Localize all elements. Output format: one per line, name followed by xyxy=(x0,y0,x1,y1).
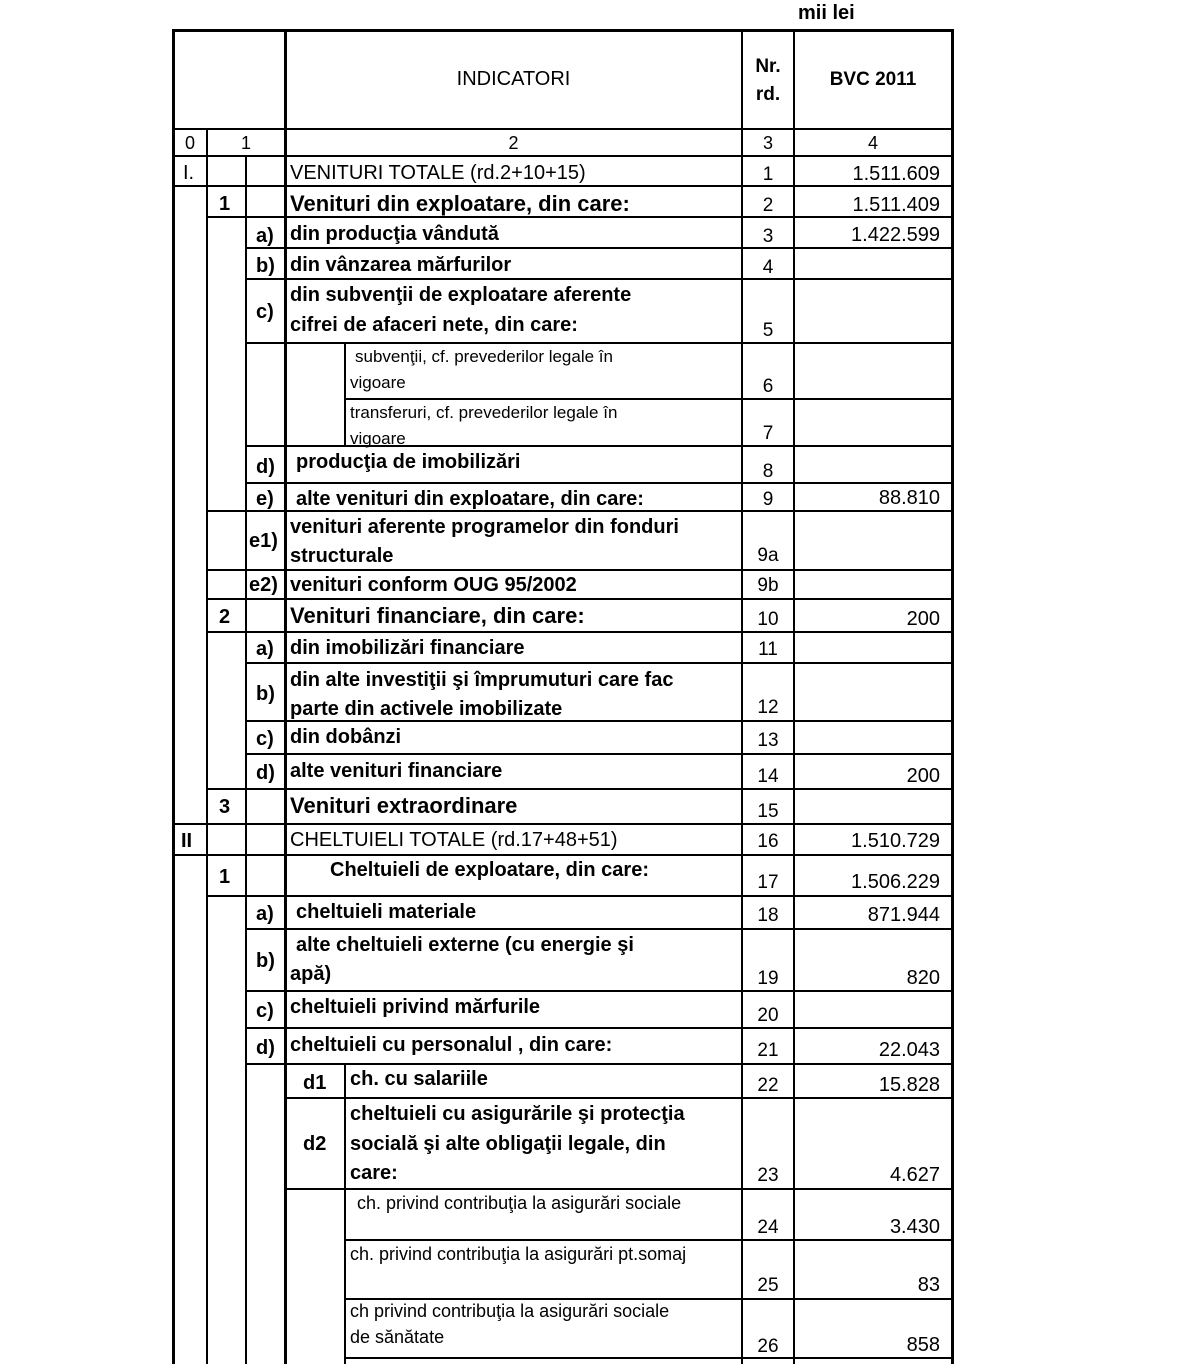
row-6-nr: 6 xyxy=(762,376,774,397)
grid-line xyxy=(344,1239,953,1241)
row-1-label: VENITURI TOTALE (rd.2+10+15) xyxy=(290,162,586,184)
row-26-val: 858 xyxy=(906,1334,940,1356)
row-3-label: din producţia vândută xyxy=(290,223,499,245)
grid-line xyxy=(206,155,208,186)
grid-line xyxy=(206,216,953,218)
row-6-label-line2: vigoare xyxy=(350,373,406,392)
grid-line xyxy=(245,631,247,789)
row-9-letter: e) xyxy=(256,488,274,510)
row-15-label: Venituri extraordinare xyxy=(290,793,518,818)
row-25-label: ch. privind contribuţia la asigurări pt.somaj xyxy=(350,1244,687,1264)
row-3-nr: 3 xyxy=(762,226,774,247)
row-19-label-line1: alte cheltuieli externe (cu energie şi xyxy=(296,934,634,956)
grid-line xyxy=(245,569,247,599)
colnum-bottom-line xyxy=(172,155,953,157)
grid-line xyxy=(206,895,953,897)
row-3-letter: a) xyxy=(256,225,274,247)
row-23-val: 4.627 xyxy=(889,1164,940,1186)
row-16-nr: 16 xyxy=(757,831,779,852)
table-top-border xyxy=(172,29,954,32)
grid-line xyxy=(245,342,953,344)
row-21-letter: d) xyxy=(256,1037,275,1059)
row-10-index: 2 xyxy=(219,606,231,628)
grid-line xyxy=(245,247,953,249)
colnum-0: 0 xyxy=(184,133,195,153)
row-14-label: alte venituri financiare xyxy=(290,760,503,782)
row-9a-label-line1: venituri aferente programelor din fonduri xyxy=(290,516,679,538)
grid-line xyxy=(245,278,953,280)
row-24-val: 3.430 xyxy=(889,1216,940,1238)
colnum-2: 2 xyxy=(508,133,519,153)
row-12-letter: b) xyxy=(256,683,275,705)
row-10-nr: 10 xyxy=(757,609,779,630)
row-19-letter: b) xyxy=(256,950,275,972)
grid-line xyxy=(245,990,953,992)
row-4-label: din vânzarea mărfurilor xyxy=(290,254,512,276)
grid-line xyxy=(245,662,953,664)
row-13-nr: 13 xyxy=(757,730,779,751)
row-11-label: din imobilizări financiare xyxy=(290,637,525,659)
grid-line xyxy=(245,1027,953,1029)
header-indicatori: INDICATORI xyxy=(456,68,571,90)
row-11-letter: a) xyxy=(256,638,274,660)
row-23-label-line1: cheltuieli cu asigurările şi protecţia xyxy=(350,1103,685,1125)
grid-line xyxy=(344,398,953,400)
row-9-val: 88.810 xyxy=(878,487,940,509)
row-14-letter: d) xyxy=(256,762,275,784)
row-5-nr: 5 xyxy=(762,320,774,341)
row-9b-label: venituri conform OUG 95/2002 xyxy=(290,574,577,596)
grid-line xyxy=(344,342,346,446)
row-9a-letter: e1) xyxy=(249,530,278,552)
header-bottom-line xyxy=(172,128,953,130)
row-7-label-line2: vigoare xyxy=(350,429,406,448)
row-9a-label-line2: structurale xyxy=(290,545,394,567)
row-10-val: 200 xyxy=(906,608,940,630)
row-22-sub: d1 xyxy=(303,1072,327,1094)
row-23-sub: d2 xyxy=(303,1133,327,1155)
row-16-section: II xyxy=(181,830,193,852)
row-23-nr: 23 xyxy=(757,1165,779,1186)
row-25-val: 83 xyxy=(917,1274,940,1296)
grid-line xyxy=(245,155,247,186)
row-22-label: ch. cu salariile xyxy=(350,1068,488,1090)
grid-line xyxy=(206,631,953,633)
row-18-val: 871.944 xyxy=(867,904,940,926)
row-20-nr: 20 xyxy=(757,1005,779,1026)
row-21-nr: 21 xyxy=(757,1040,779,1061)
grid-line xyxy=(245,720,953,722)
row-20-label: cheltuieli privind mărfurile xyxy=(290,996,541,1018)
row-26-label-line2: de sănătate xyxy=(350,1327,445,1347)
grid-line xyxy=(284,1097,953,1099)
row-18-letter: a) xyxy=(256,903,274,925)
grid-line xyxy=(245,216,247,511)
table-right-border xyxy=(951,29,954,1364)
row-2-nr: 2 xyxy=(762,195,774,216)
grid-line xyxy=(245,753,953,755)
row-18-nr: 18 xyxy=(757,905,779,926)
row-4-letter: b) xyxy=(256,255,275,277)
row-8-nr: 8 xyxy=(762,461,774,482)
header-bvc: BVC 2011 xyxy=(829,69,917,90)
row-7-nr: 7 xyxy=(762,423,774,444)
grid-line xyxy=(245,510,247,570)
row-19-label-line2: apă) xyxy=(290,963,332,985)
row-22-val: 15.828 xyxy=(878,1074,940,1096)
grid-line xyxy=(245,788,247,824)
row-16-val: 1.510.729 xyxy=(851,830,940,852)
header-nr-line2: rd. xyxy=(755,84,781,105)
row-17-val: 1.506.229 xyxy=(851,871,940,893)
row-2-label: Venituri din exploatare, din care: xyxy=(290,191,630,216)
row-4-nr: 4 xyxy=(762,257,774,278)
row-24-nr: 24 xyxy=(757,1217,779,1238)
grid-line xyxy=(245,482,953,484)
row-5-label-line2: cifrei de afaceri nete, din care: xyxy=(290,314,578,336)
row-12-nr: 12 xyxy=(757,697,779,718)
row-11-nr: 11 xyxy=(758,639,778,660)
row-5-letter: c) xyxy=(256,301,274,323)
row-2-index: 1 xyxy=(219,193,231,215)
row-24-label: ch. privind contribuţia la asigurări sociale xyxy=(357,1193,682,1213)
row-10-label: Venituri financiare, din care: xyxy=(290,603,585,628)
grid-line xyxy=(245,928,953,930)
row-9-label: alte venituri din exploatare, din care: xyxy=(296,488,644,510)
grid-line xyxy=(344,1298,953,1300)
row-23-label-line3: care: xyxy=(350,1162,398,1184)
row-1-nr: 1 xyxy=(762,164,774,185)
colnum-3: 3 xyxy=(762,133,773,153)
row-5-label-line1: din subvenţii de exploatare aferente xyxy=(290,284,632,306)
col1-left-line xyxy=(206,185,208,1364)
row-13-label: din dobânzi xyxy=(290,726,402,748)
row-25-nr: 25 xyxy=(757,1275,779,1296)
row-3-val: 1.422.599 xyxy=(851,224,940,246)
row-9b-letter: e2) xyxy=(249,574,278,596)
row-19-nr: 19 xyxy=(757,968,779,989)
row-8-label: producţia de imobilizări xyxy=(296,451,521,473)
grid-line xyxy=(245,895,247,1364)
colnum-4: 4 xyxy=(867,133,878,153)
row-9-nr: 9 xyxy=(762,489,774,510)
grid-line xyxy=(206,569,953,571)
row-17-nr: 17 xyxy=(757,872,779,893)
grid-line xyxy=(245,823,247,855)
grid-line xyxy=(206,598,953,600)
grid-line xyxy=(284,1188,953,1190)
row-14-val: 200 xyxy=(906,765,940,787)
colnum-1: 1 xyxy=(240,133,251,153)
grid-line xyxy=(245,854,247,896)
grid-line xyxy=(344,1357,953,1359)
row-12-label-line1: din alte investiţii şi împrumuturi care fac xyxy=(290,669,674,691)
grid-line xyxy=(172,823,953,825)
row-6-label-line1: subvenţii, cf. prevederilor legale în xyxy=(355,347,613,366)
row-2-val: 1.511.409 xyxy=(852,194,940,216)
row-18-label: cheltuieli materiale xyxy=(296,901,477,923)
row-14-nr: 14 xyxy=(757,766,779,787)
grid-line xyxy=(172,854,953,856)
grid-line xyxy=(245,185,247,217)
unit-note: mii lei xyxy=(798,2,855,24)
row-13-letter: c) xyxy=(256,728,274,750)
grid-line xyxy=(172,185,953,187)
row-21-val: 22.043 xyxy=(878,1039,940,1061)
row-7-label-line1: transferuri, cf. prevederilor legale în xyxy=(350,403,618,422)
row-17-index: 1 xyxy=(219,866,231,888)
table-left-border xyxy=(172,29,175,1364)
row-15-index: 3 xyxy=(219,796,231,818)
row-12-label-line2: parte din activele imobilizate xyxy=(290,698,563,720)
row-1-val: 1.511.609 xyxy=(852,163,940,185)
row-19-val: 820 xyxy=(906,967,940,989)
row-9a-nr: 9a xyxy=(757,545,779,566)
row-17-label: Cheltuieli de exploatare, din care: xyxy=(330,859,649,881)
row-20-letter: c) xyxy=(256,1000,274,1022)
grid-line xyxy=(344,1063,346,1364)
grid-line xyxy=(245,598,247,632)
grid-line xyxy=(206,788,953,790)
grid-line xyxy=(206,510,953,512)
row-22-nr: 22 xyxy=(757,1075,779,1096)
row-1-section: I. xyxy=(183,162,195,184)
grid-line xyxy=(245,1063,953,1065)
row-23-label-line2: socială şi alte obligaţii legale, din xyxy=(350,1133,666,1155)
col-divider-indicator xyxy=(284,29,287,1364)
row-8-letter: d) xyxy=(256,456,275,478)
header-nr-line1: Nr. xyxy=(755,56,781,77)
row-9b-nr: 9b xyxy=(757,575,779,596)
row-16-label: CHELTUIELI TOTALE (rd.17+48+51) xyxy=(290,829,618,851)
row-21-label: cheltuieli cu personalul , din care: xyxy=(290,1034,613,1056)
row-26-label-line1: ch privind contribuţia la asigurări sociale xyxy=(350,1301,670,1321)
row-26-nr: 26 xyxy=(757,1336,779,1357)
row-15-nr: 15 xyxy=(757,801,779,822)
